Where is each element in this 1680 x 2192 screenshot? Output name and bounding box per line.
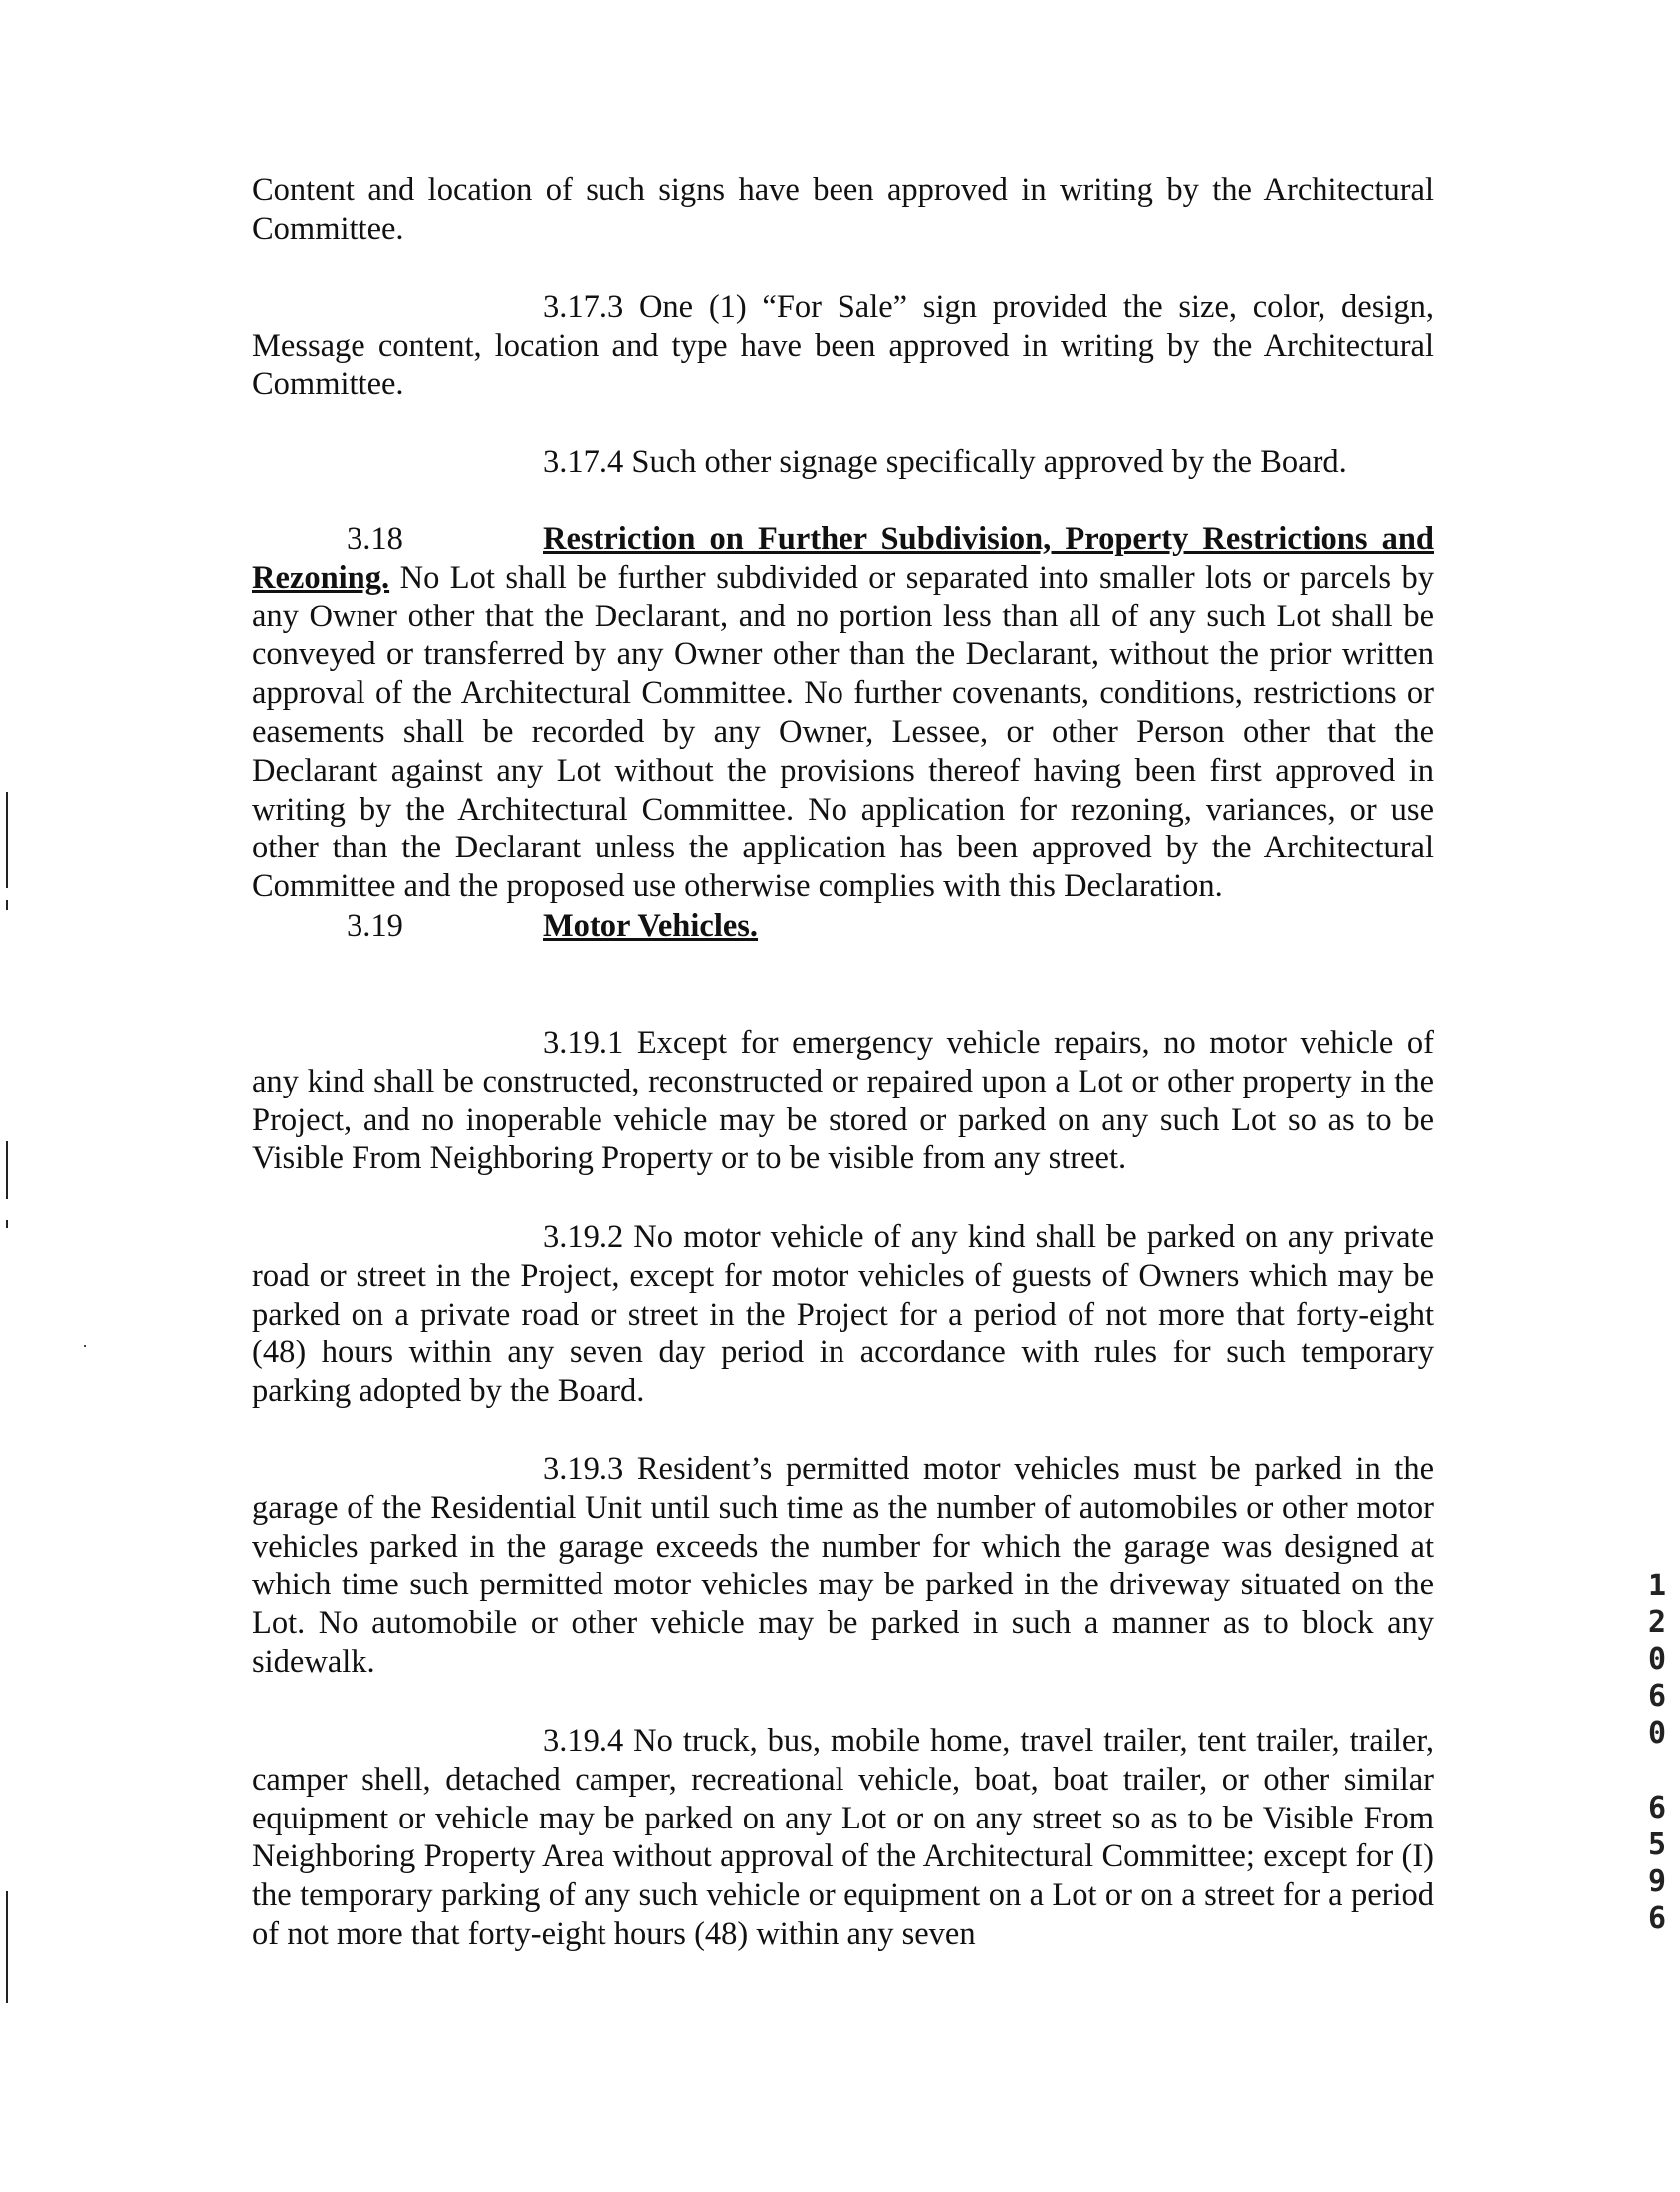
paragraph-3-19-4: 3.19.4 No truck, bus, mobile home, travel trailer, tent trailer, trailer, camper shell, detached camper, recreational vehicle, boat, boat trailer, or other similar equipment or vehicle may be parked on any Lot or on any street so as to be Visible From Neighboring Property Area without approval of the Architectural Committee; except for (I) the temporary parking of any such vehicle or equipment on a Lot or on a street for a period of not more that forty-eight hours (48) within any seven	[252, 1723, 1434, 1952]
margin-scan-mark	[6, 1220, 8, 1228]
paragraph-3-19-3: 3.19.3 Resident’s permitted motor vehicles must be parked in the garage of the Residential Unit until such time as the number of automobiles or other motor vehicles parked in the garage exceeds the number for which the garage was designed at which time such permitted motor vehicles may be parked in the driveway situated on the Lot. No automobile or other vehicle may be parked in such a manner as to block any sidewalk.	[252, 1451, 1434, 1680]
section-3-18-heading-line1: Restriction on Further Subdivision, Property Restrictions and	[543, 521, 1434, 557]
continuation-paragraph: Content and location of such signs have been approved in writing by the Architectural Committee.	[252, 172, 1434, 247]
margin-scan-mark	[6, 900, 8, 910]
stamp-digit: 6	[1647, 1901, 1667, 1936]
stamp-digit: 9	[1647, 1864, 1667, 1899]
scan-speck	[84, 1345, 86, 1347]
margin-scan-mark	[6, 1891, 8, 2003]
section-3-18-heading-line2: Rezoning.	[252, 559, 390, 596]
stamp-digit: 2	[1647, 1605, 1667, 1640]
stamp-digit: 1	[1647, 1569, 1667, 1603]
section-3-18	[252, 520, 1434, 906]
section-3-18-number: 3.18	[347, 521, 403, 557]
section-3-18-body: No Lot shall be further subdivided or separated into smaller lots or parcels by any Owner other that the Declarant, and no portion less than all of any such Lot shall be conveyed or transferred by any Owner other than the Declarant, without the prior written approval of the Architectural Committee. No further covenants, conditions, restrictions or easements shall be recorded by any Owner, Lessee, or other Person other that the Declarant against any Lot without the provisions thereof having been first approved in writing by the Architectural Committee. No application for rezoning, variances, or use other than the Declarant unless the application has been approved by the Architectural Committee and the proposed use otherwise complies with this Declaration.	[252, 559, 1435, 905]
stamp-digit: 5	[1647, 1827, 1667, 1862]
paragraph-3-19-2: 3.19.2 No motor vehicle of any kind shall be parked on any private road or street in the Project, except for motor vehicles of guests of Owners which may be parked on a private road or street in the Project for a period of not more that forty-eight (48) hours within any seven day period in accordance with rules for such temporary parking adopted by the Board.	[252, 1219, 1434, 1410]
paragraph-3-17-4: 3.17.4 Such other signage specifically approved by the Board.	[543, 444, 1347, 480]
stamp-digit: 6	[1647, 1791, 1667, 1826]
paragraph-3-19-1: 3.19.1 Except for emergency vehicle repairs, no motor vehicle of any kind shall be constructed, reconstructed or repaired upon a Lot or other property in the Project, and no inoperable vehicle may be stored or parked on any such Lot so as to be Visible From Neighboring Property or to be visible from any street.	[252, 1025, 1434, 1177]
margin-scan-mark	[6, 792, 8, 888]
paragraph-3-17-3: 3.17.3 One (1) “For Sale” sign provided the size, color, design, Message content, location and type have been approved in writing by the Architectural Committee.	[252, 289, 1434, 402]
stamp-digit: 6	[1647, 1679, 1667, 1714]
section-3-19-number: 3.19	[347, 908, 403, 944]
margin-scan-mark	[6, 1141, 8, 1199]
stamp-digit: 0	[1647, 1642, 1667, 1677]
section-3-19-heading: Motor Vehicles.	[543, 908, 759, 944]
recording-number-stamp-lower	[1641, 1790, 1673, 1937]
stamp-digit: 0	[1647, 1716, 1667, 1751]
recording-number-stamp-upper	[1641, 1568, 1673, 1752]
